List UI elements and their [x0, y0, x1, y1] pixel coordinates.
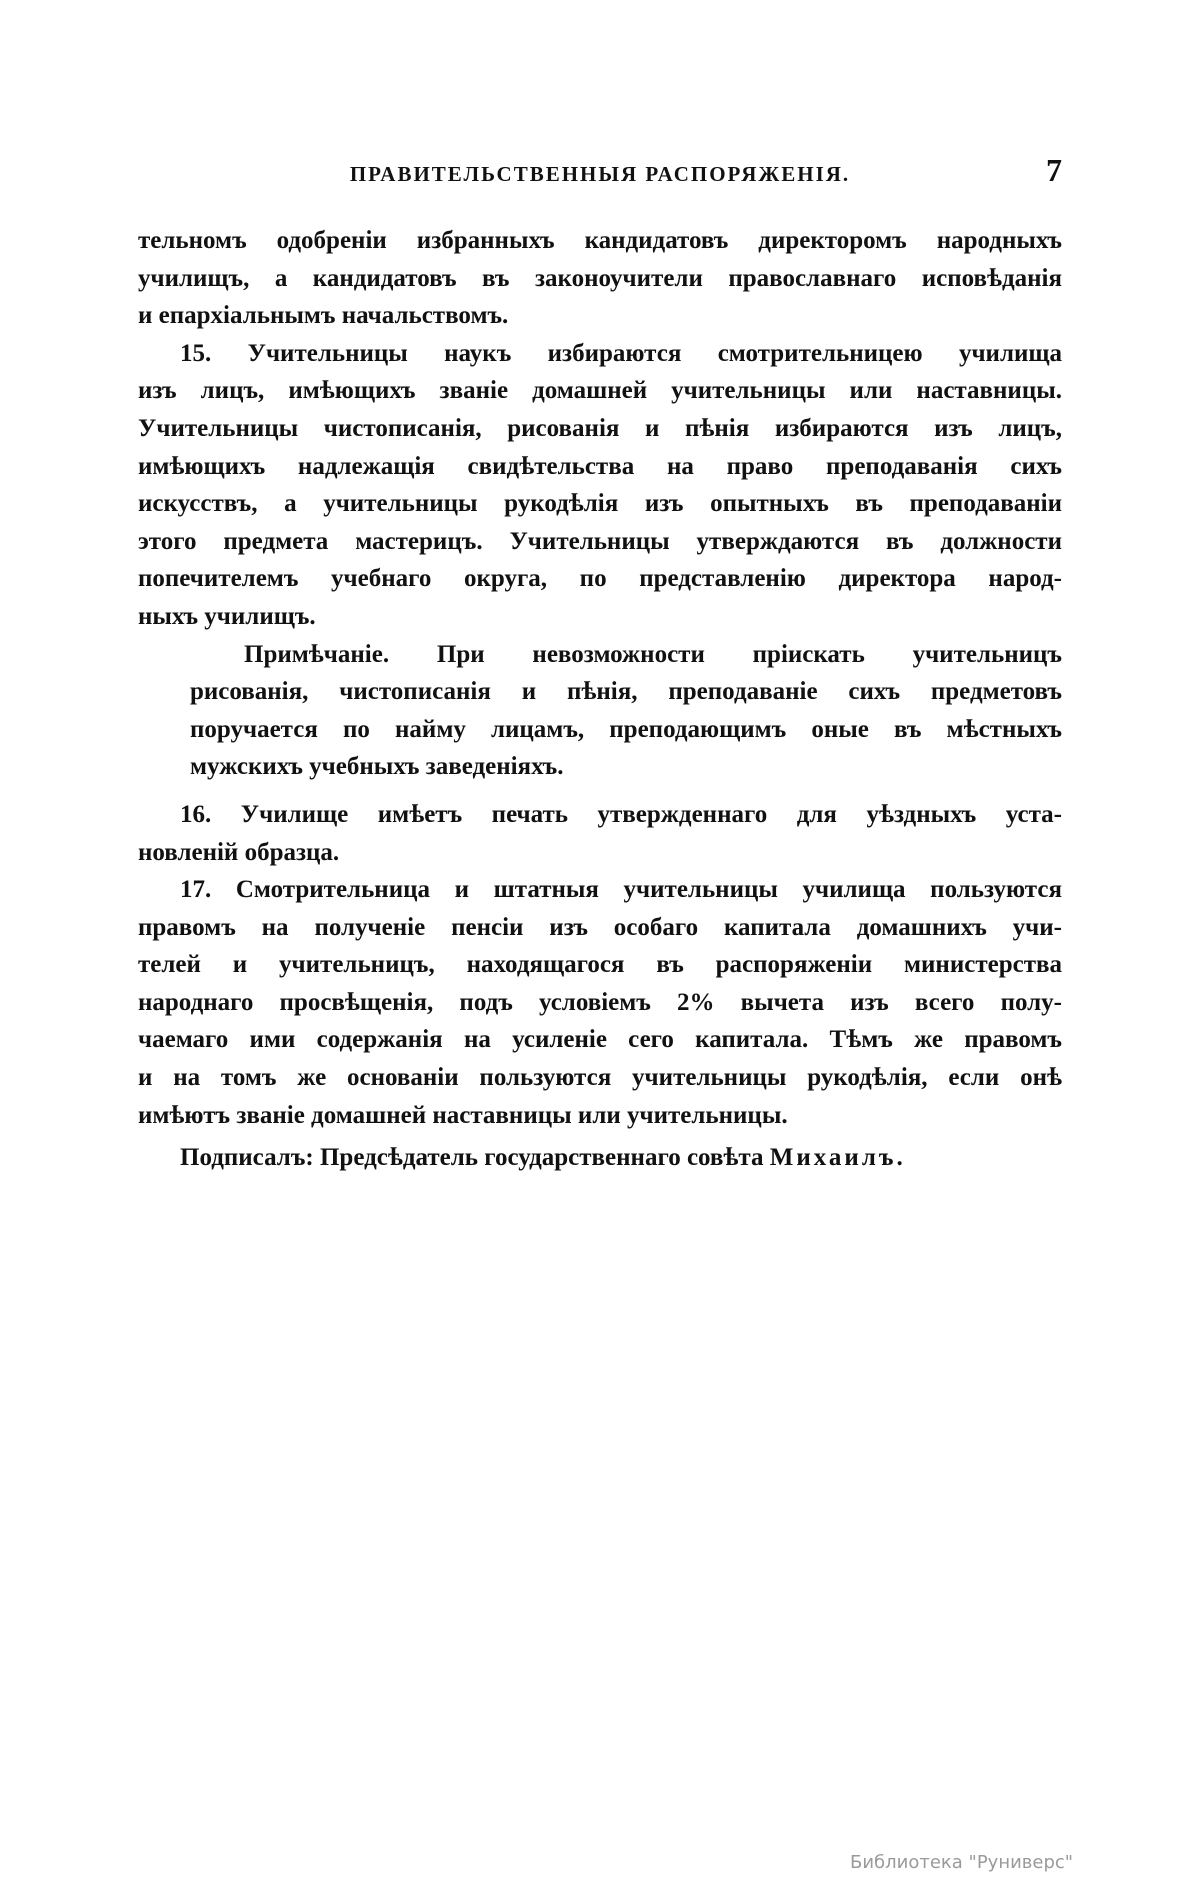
text-line: Примѣчаніе. При невозможности пріискать учительницъ — [244, 640, 1062, 668]
text-line: этого предмета мастерицъ. Учительницы утверждаются въ должности — [138, 527, 1062, 555]
text-line: 17. Смотрительница и штатныя учительницы училища пользуются — [180, 876, 1062, 904]
running-header — [138, 152, 1062, 194]
page-number: 7 — [1046, 152, 1062, 188]
text-line: тельномъ одобреніи избранныхъ кандидатовъ директоромъ народныхъ — [138, 227, 1062, 254]
text-line: искусствъ, а учительницы рукодѣлія изъ опытныхъ въ преподаваніи — [138, 490, 1062, 518]
text-line: училищъ, а кандидатовъ въ законоучители православнаго исповѣданія — [138, 264, 1062, 292]
text-line: правомъ на полученіе пенсіи изъ особаго капитала домашнихъ учи- — [138, 913, 1062, 941]
text-line: имѣющихъ надлежащія свидѣтельства на право преподаванія сихъ — [138, 452, 1062, 480]
text-line: ныхъ училищъ. — [138, 602, 316, 630]
text-line: и на томъ же основаніи пользуются учительницы рукодѣлія, если онѣ — [138, 1064, 1062, 1092]
signature-line — [138, 1139, 1062, 1177]
paragraph-16 — [138, 796, 1062, 871]
header-title: ПРАВИТЕЛЬСТВЕННЫЯ РАСПОРЯЖЕНІЯ. — [349, 162, 851, 186]
text-line: и епархіальнымъ начальствомъ. — [138, 302, 509, 330]
text-line: поручается по найму лицамъ, преподающимъ оные въ мѣстныхъ — [190, 715, 1062, 743]
text-line: мужскихъ учебныхъ заведеніяхъ. — [190, 753, 564, 781]
text-line: народнаго просвѣщенія, подъ условіемъ 2% вычета изъ всего полу- — [138, 988, 1062, 1016]
text-line: рисованія, чистописанія и пѣнія, преподаваніе сихъ предметовъ — [190, 678, 1062, 706]
text-line: Учительницы чистописанія, рисованія и пѣнія избираются изъ лицъ, — [138, 414, 1062, 442]
text-line: новленій образца. — [138, 838, 340, 866]
library-watermark: Библиотека "Руниверс" — [850, 1852, 1074, 1873]
paragraph-15 — [138, 335, 1062, 636]
text-line: изъ лицъ, имѣющихъ званіе домашней учительницы или наставницы. — [138, 377, 1062, 405]
text-line: попечителемъ учебнаго округа, по представленію директора народ- — [138, 565, 1062, 593]
signature-prefix: Подписалъ: Предсѣдатель государственнаго совѣта — [180, 1144, 764, 1172]
text-line: 16. Училище имѣетъ печать утвержденнаго для уѣздныхъ уста- — [180, 800, 1062, 828]
text-line: чаемаго ими содержанія на усиленіе сего капитала. Тѣмъ же правомъ — [138, 1026, 1062, 1054]
paragraph-17 — [138, 871, 1062, 1134]
signature-name: Михаилъ. — [769, 1144, 906, 1172]
note-paragraph — [190, 636, 1062, 786]
continuation-paragraph — [138, 222, 1062, 335]
text-line: телей и учительницъ, находящагося въ распоряженіи министерства — [138, 951, 1062, 979]
page-body — [138, 222, 1062, 1177]
text-line: имѣютъ званіе домашней наставницы или учительницы. — [138, 1101, 788, 1129]
text-line: 15. Учительницы наукъ избираются смотрительницею училища — [180, 339, 1062, 367]
